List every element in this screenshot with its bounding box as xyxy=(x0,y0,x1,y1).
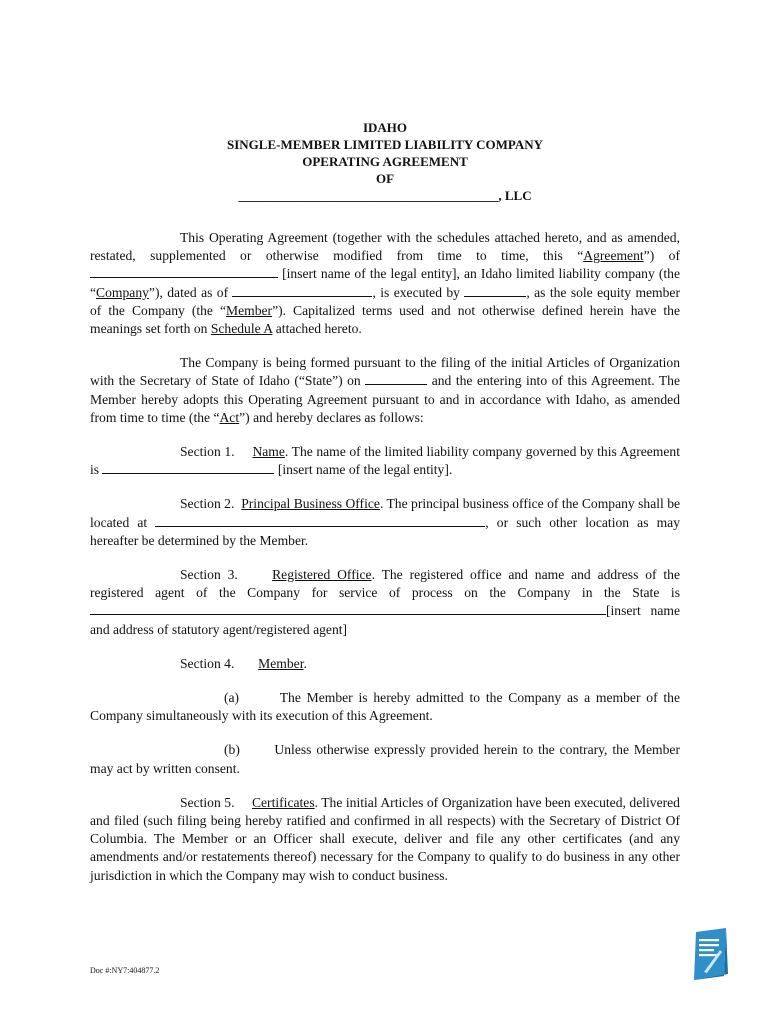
section-3: Section 3. Registered Office. The registered office and name and address of the registered agent of the Company for service of process on the Company in the State is [insert name and address of statutory agent/registered agent] xyxy=(90,567,680,637)
document-body xyxy=(90,229,680,901)
company-name-blank[interactable] xyxy=(102,461,274,474)
office-address-blank[interactable] xyxy=(155,514,485,527)
title-entity-type: SINGLE-MEMBER LIMITED LIABILITY COMPANY xyxy=(226,137,543,152)
intro-paragraph: This Operating Agreement (together with the schedules attached hereto, and as amended, restated, supplemented or otherwise modified from time to time, this “Agreement”) of [insert name of the legal entity], an Idaho limited liability company (the “Company”), dated as of , is executed by , as the sole equity member of the Company (the “Member”). Capitalized terms used and not otherwise defined herein have the meanings set forth on Schedule A attached hereto. xyxy=(90,230,680,337)
registered-agent-blank[interactable] xyxy=(90,602,606,615)
doc-number-footer: Doc #:NY7:404877.2 xyxy=(90,966,160,975)
section-1-heading: Name xyxy=(252,444,285,460)
document-form-icon xyxy=(690,926,730,982)
section-4a: (a) The Member is hereby admitted to the Company as a member of the Company simultaneously with its execution of this Agreement. xyxy=(90,690,681,724)
title-agreement: OPERATING AGREEMENT xyxy=(302,154,468,169)
date-blank[interactable] xyxy=(232,284,372,297)
entity-name-blank[interactable] xyxy=(90,265,278,278)
filing-date-blank[interactable] xyxy=(365,372,427,385)
executor-blank[interactable] xyxy=(464,284,526,297)
title-llc-name-line: ________________________________________, LLC xyxy=(238,188,532,203)
llc-name-blank[interactable]: ________________________________________ xyxy=(238,188,499,203)
section-2-heading: Principal Business Office xyxy=(241,496,380,512)
title-state: IDAHO xyxy=(362,120,408,135)
section-3-heading: Registered Office xyxy=(272,567,372,583)
formation-paragraph: The Company is being formed pursuant to the filing of the initial Articles of Organization with the Secretary of State of Idaho (“State”) on and the entering into of this Agreement. The Member hereby adopts this Operating Agreement pursuant to and in accordance with Idaho, as amended from time to time (the “Act”) and hereby declares as follows: xyxy=(90,355,681,425)
section-2: Section 2. Principal Business Office. The principal business office of the Company shall be located at , or such other location as may hereafter be determined by the Member. xyxy=(90,496,681,548)
section-4: Section 4. Member. xyxy=(180,655,307,671)
section-5-heading: Certificates xyxy=(251,794,315,810)
title-of: OF xyxy=(375,171,395,186)
section-5: Section 5. Certificates. The initial Articles of Organization have been executed, delivered and filed (such filing being hereby ratified and confirmed in all respects) with the Secretary of District Of Columbia. The Member or an Officer shall execute, deliver and file any other certificates (and any amendments and/or restatements thereof) necessary for the Company to qualify to do business in any other jurisdiction in which the Company may wish to conduct business. xyxy=(90,794,680,883)
section-4-heading: Member xyxy=(258,655,304,671)
document-title xyxy=(90,119,680,204)
section-1: Section 1. Name. The name of the limited liability company governed by this Agreement is [insert name of the legal entity]. xyxy=(90,444,680,478)
section-4b: (b) Unless otherwise expressly provided herein to the contrary, the Member may act by written consent. xyxy=(90,742,680,776)
